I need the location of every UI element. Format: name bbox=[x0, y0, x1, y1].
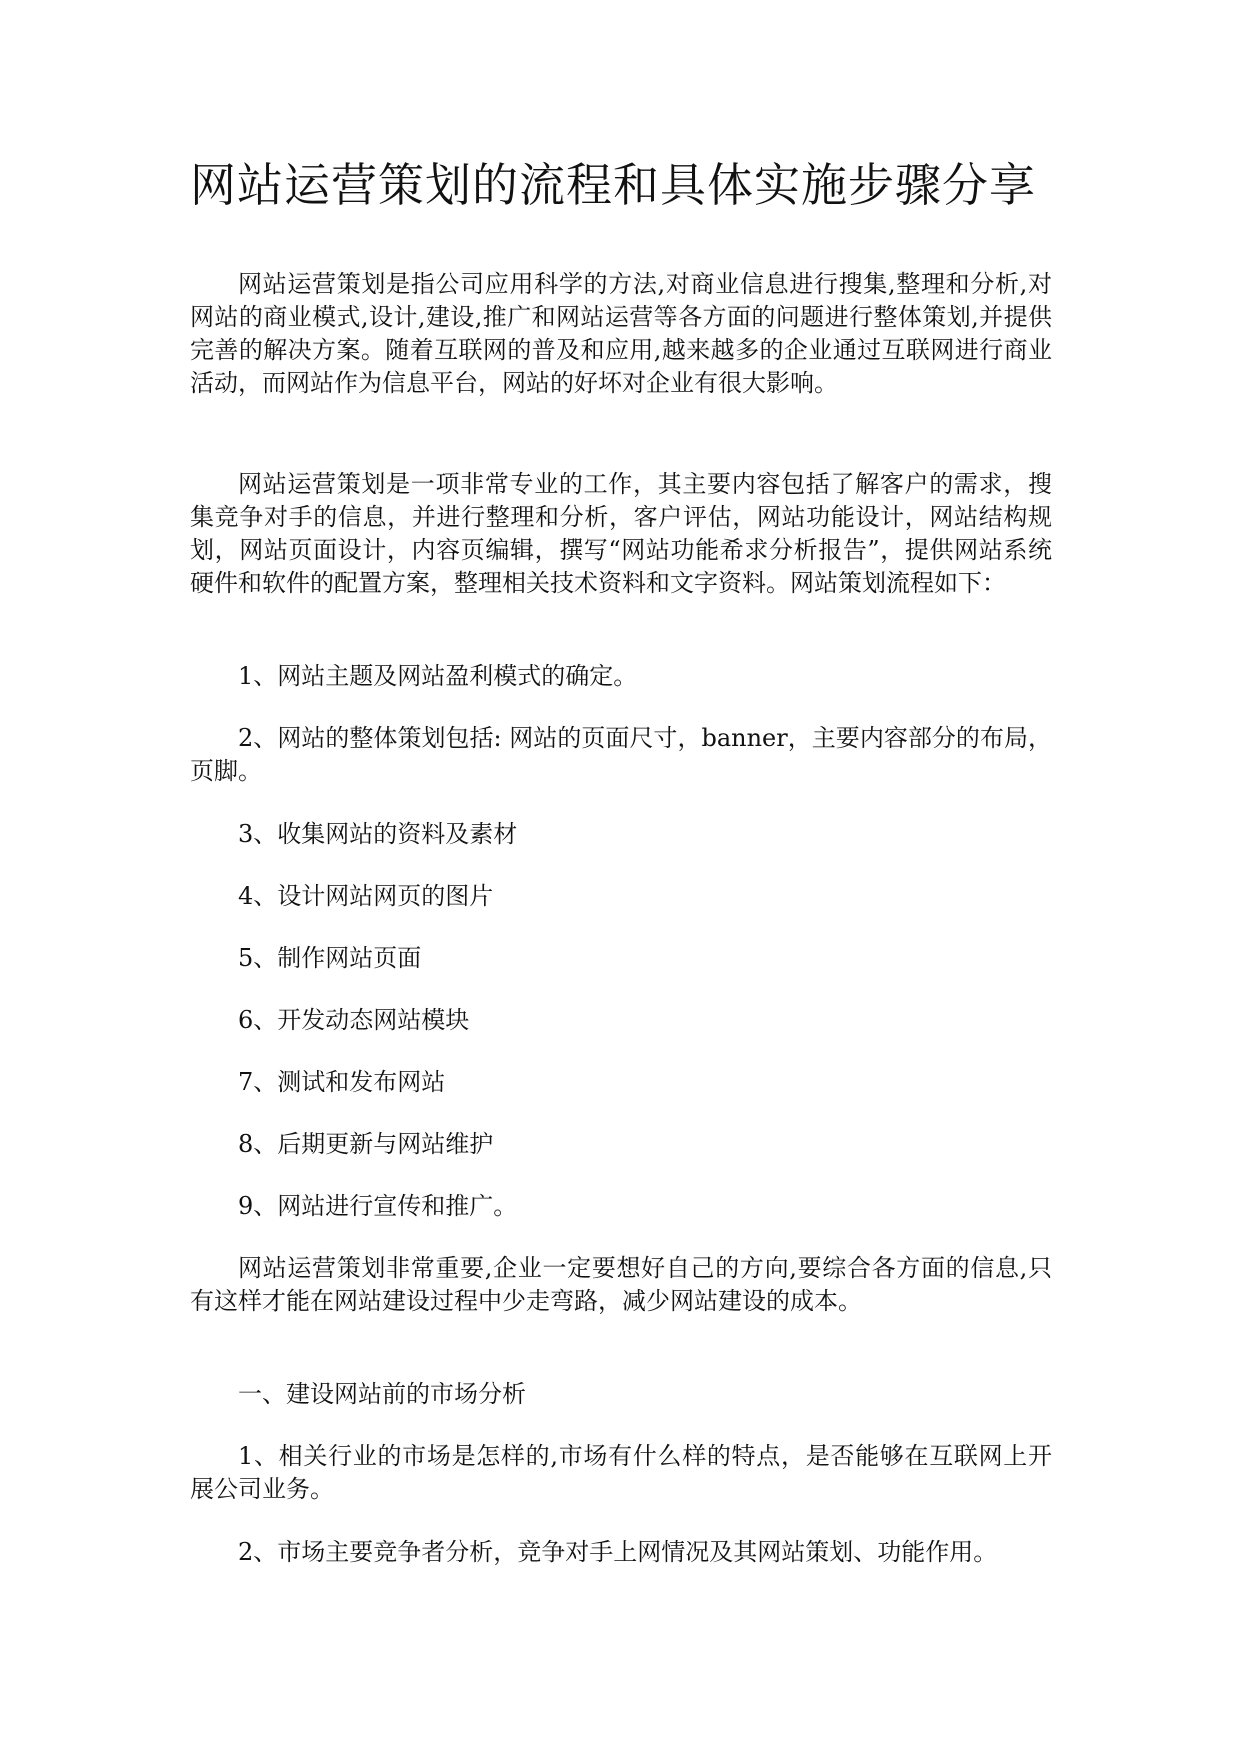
document-title: 网站运营策划的流程和具体实施步骤分享 bbox=[190, 158, 1036, 212]
step-item: 6、开发动态网站模块 bbox=[238, 1006, 470, 1034]
intro-paragraph-1: 网站运营策划是指公司应用科学的方法,对商业信息进行搜集,整理和分析,对网站的商业模式,设计,建设,推广和网站运营等各方面的问题进行整体策划,并提供完善的解决方案。随着互联网的普及和应用,越来越多的企业通过互联网进行商业活动，而网站作为信息平台，网站的好坏对企业有很大影响。 bbox=[190, 270, 1052, 397]
analysis-item: 2、市场主要竞争者分析，竞争对手上网情况及其网站策划、功能作用。 bbox=[238, 1538, 998, 1566]
analysis-item: 1、相关行业的市场是怎样的,市场有什么样的特点，是否能够在互联网上开展公司业务。 bbox=[190, 1442, 1052, 1503]
step-item: 4、设计网站网页的图片 bbox=[238, 882, 494, 910]
step-item: 2、网站的整体策划包括: 网站的页面尺寸，banner，主要内容部分的布局，页脚。 bbox=[190, 724, 1052, 785]
step-item: 9、网站进行宣传和推广。 bbox=[238, 1192, 518, 1220]
step-item: 7、测试和发布网站 bbox=[238, 1068, 446, 1096]
step-item: 5、制作网站页面 bbox=[238, 944, 422, 972]
step-item: 3、收集网站的资料及素材 bbox=[238, 820, 518, 848]
intro-paragraph-2: 网站运营策划是一项非常专业的工作，其主要内容包括了解客户的需求，搜集竞争对手的信息，并进行整理和分析，客户评估，网站功能设计，网站结构规划，网站页面设计，内容页编辑，撰写“网站功能希求分析报告”，提供网站系统硬件和软件的配置方案，整理相关技术资料和文字资料。网站策划流程如下： bbox=[190, 470, 1052, 597]
step-item: 1、网站主题及网站盈利模式的确定。 bbox=[238, 662, 638, 690]
step-item: 8、后期更新与网站维护 bbox=[238, 1130, 494, 1158]
section-heading: 一、建设网站前的市场分析 bbox=[238, 1380, 526, 1408]
summary-paragraph: 网站运营策划非常重要,企业一定要想好自己的方向,要综合各方面的信息,只有这样才能在网站建设过程中少走弯路，减少网站建设的成本。 bbox=[190, 1254, 1052, 1315]
